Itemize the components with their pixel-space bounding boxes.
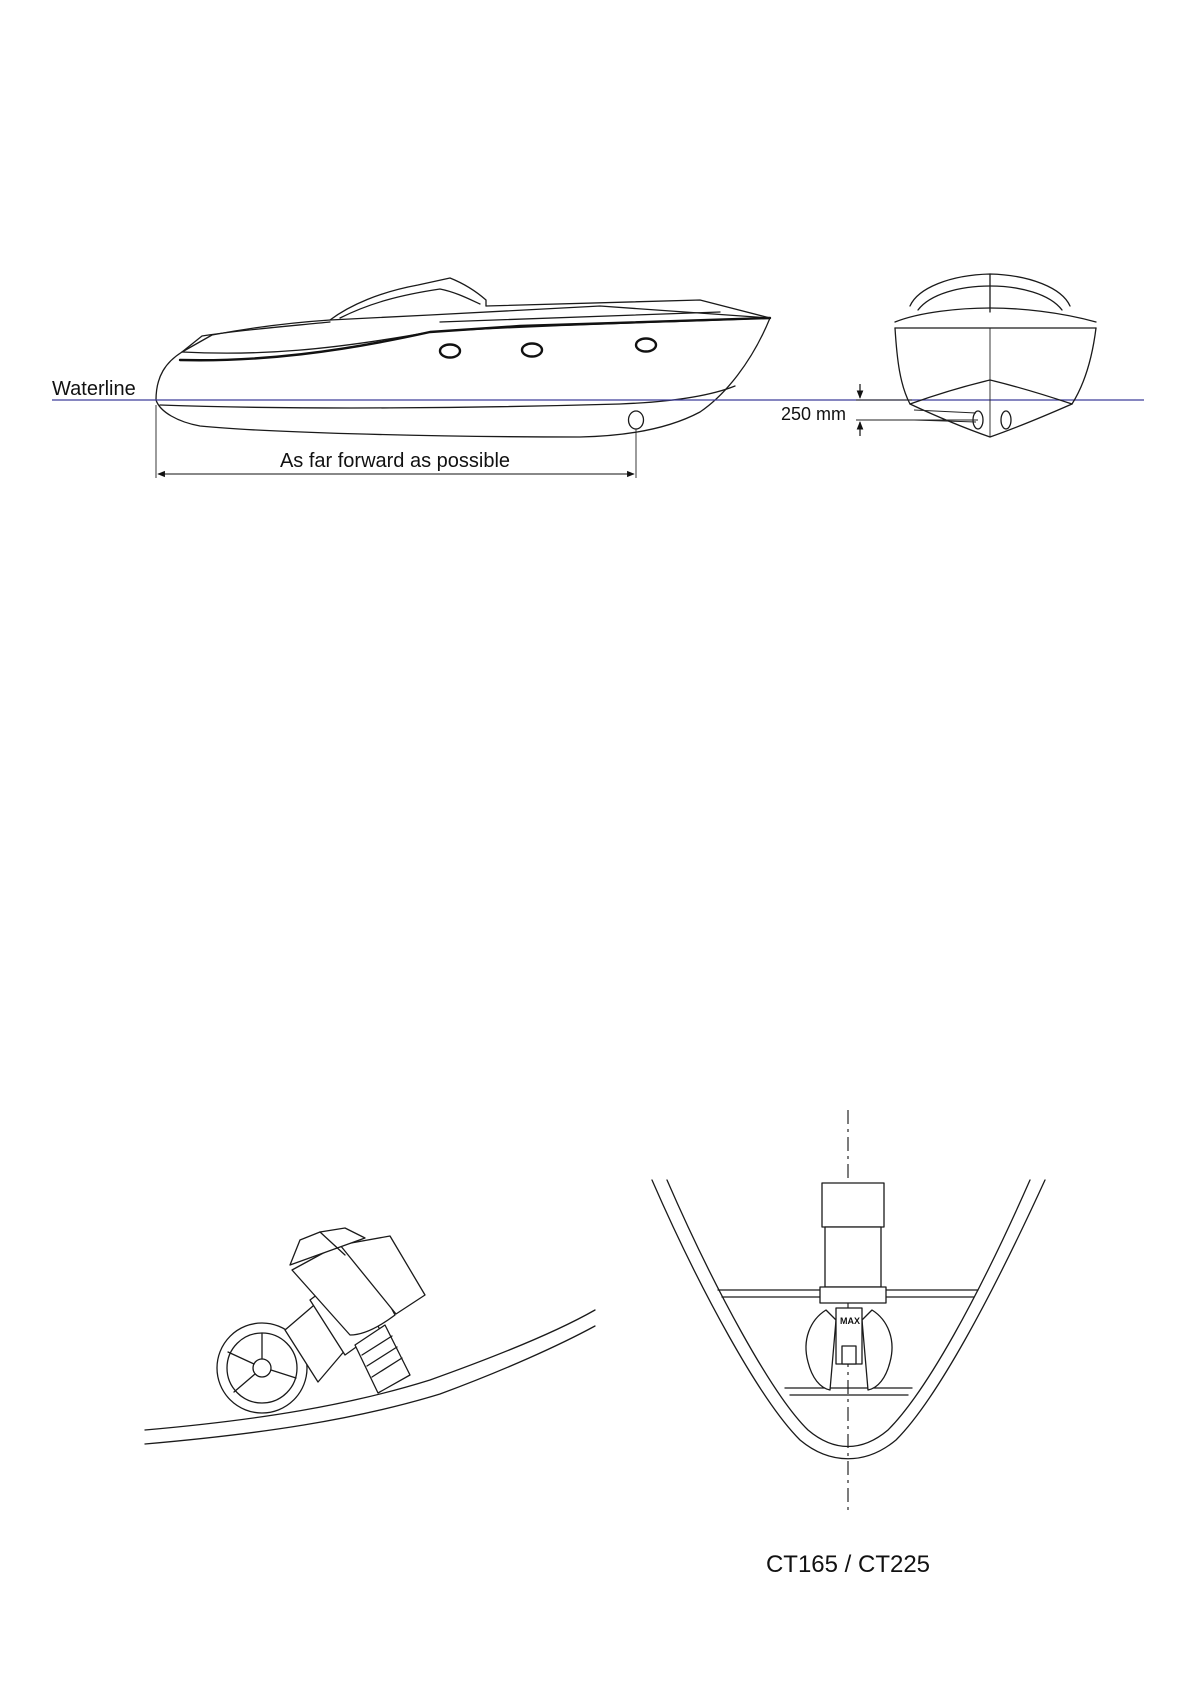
thruster-tunnel-icon bbox=[1001, 411, 1011, 429]
cabin-panel bbox=[182, 322, 330, 352]
motor-cap-rect bbox=[822, 1183, 884, 1227]
hull-outline bbox=[156, 306, 770, 437]
propeller-hub bbox=[253, 1359, 271, 1377]
brand-mark: MAX bbox=[840, 1316, 860, 1326]
front-deck bbox=[895, 308, 1096, 322]
motor-flange bbox=[820, 1287, 886, 1303]
tunnel-leader bbox=[914, 410, 976, 413]
thruster-side-detail bbox=[145, 1228, 595, 1444]
side-view-boat bbox=[156, 278, 770, 437]
porthole-icon bbox=[522, 344, 542, 357]
front-view-boat bbox=[895, 274, 1096, 437]
deck-rail bbox=[180, 318, 770, 360]
depth-dimension-label: 250 mm bbox=[780, 404, 846, 424]
propeller-blade-left bbox=[806, 1310, 836, 1390]
propeller-blade-right bbox=[862, 1310, 892, 1390]
sheer-line bbox=[182, 318, 770, 353]
chine-line bbox=[160, 386, 735, 408]
gear-hub bbox=[842, 1346, 856, 1364]
porthole-icon bbox=[440, 345, 460, 358]
thruster-tunnel-icon bbox=[629, 411, 644, 429]
motor-body-rect bbox=[825, 1227, 881, 1287]
porthole-icon bbox=[636, 339, 656, 352]
waterline-label: Waterline bbox=[52, 378, 136, 400]
model-caption: CT165 / CT225 bbox=[765, 1551, 931, 1578]
forward-dimension-label: As far forward as possible bbox=[279, 450, 511, 472]
thruster-cross-section bbox=[652, 1110, 1045, 1515]
